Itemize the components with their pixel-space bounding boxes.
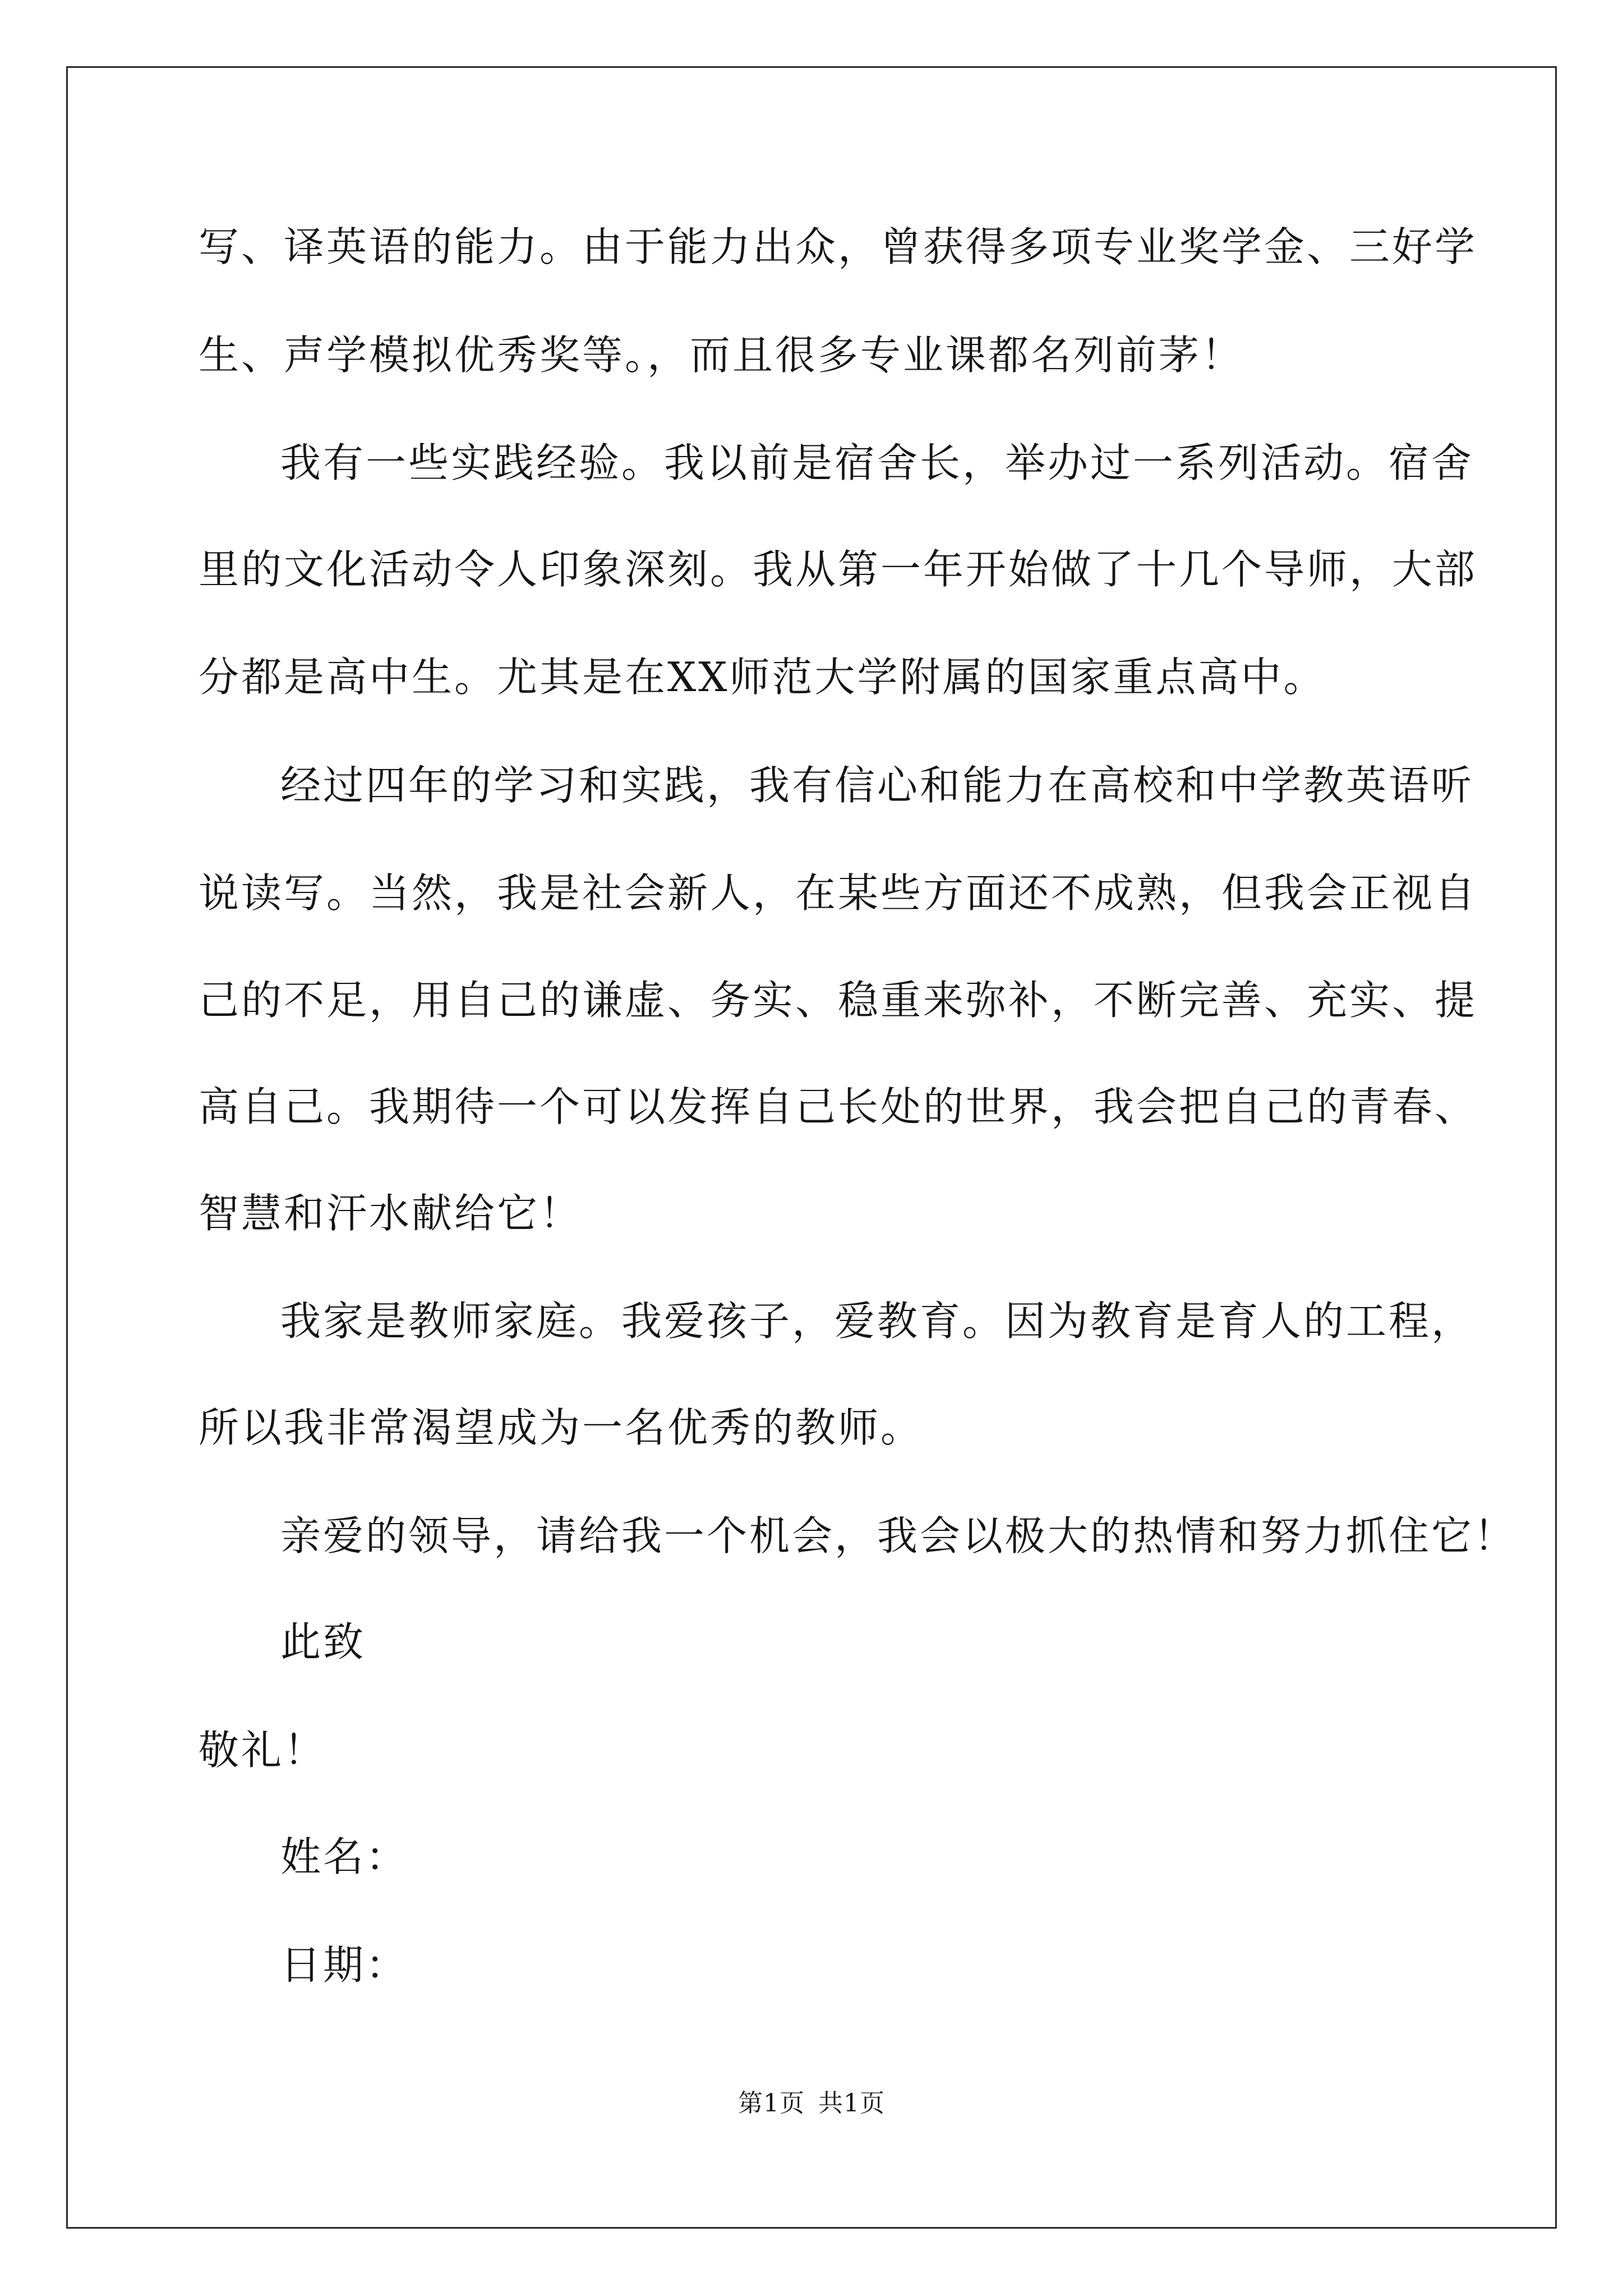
body-line-6: 经过四年的学习和实践，我有信心和能力在高校和中学教英语听 bbox=[280, 762, 1474, 809]
body-line-5: 分都是高中生。尤其是在XX师范大学附属的国家重点高中。 bbox=[199, 654, 1326, 701]
body-line-1: 写、译英语的能力。由于能力出众，曾获得多项专业奖学金、三好学 bbox=[199, 223, 1478, 270]
page-total: 共1页 bbox=[818, 2089, 885, 2118]
body-line-11: 我家是教师家庭。我爱孩子，爱教育。因为教育是育人的工程， bbox=[280, 1297, 1474, 1345]
body-line-7: 说读写。当然，我是社会新人，在某些方面还不成熟，但我会正视自 bbox=[199, 869, 1478, 917]
body-line-9: 高自己。我期待一个可以发挥自己长处的世界，我会把自己的青春、 bbox=[199, 1083, 1478, 1130]
body-line-2: 生、声学模拟优秀奖等。，而且很多专业课都名列前茅！ bbox=[199, 332, 1244, 379]
body-line-12: 所以我非常渴望成为一名优秀的教师。 bbox=[199, 1404, 924, 1451]
closing-regards: 敬礼！ bbox=[199, 1727, 327, 1774]
body-line-8: 己的不足，用自己的谦虚、务实、稳重来弥补，不断完善、充实、提 bbox=[199, 977, 1478, 1024]
body-line-13: 亲爱的领导，请给我一个机会，我会以极大的热情和努力抓住它！ bbox=[280, 1512, 1517, 1559]
page-border bbox=[66, 66, 1557, 2229]
body-line-3: 我有一些实践经验。我以前是宿舍长，举办过一系列活动。宿舍 bbox=[280, 439, 1474, 486]
body-line-10: 智慧和汗水献给它！ bbox=[199, 1190, 583, 1237]
closing-salutation: 此致 bbox=[280, 1618, 366, 1665]
body-line-4: 里的文化活动令人印象深刻。我从第一年开始做了十几个导师，大部 bbox=[199, 546, 1478, 593]
signature-name-label: 姓名： bbox=[280, 1833, 409, 1880]
page-number: 第1页 bbox=[738, 2089, 805, 2118]
page-footer bbox=[0, 2087, 1623, 2120]
signature-date-label: 日期： bbox=[280, 1941, 409, 1989]
